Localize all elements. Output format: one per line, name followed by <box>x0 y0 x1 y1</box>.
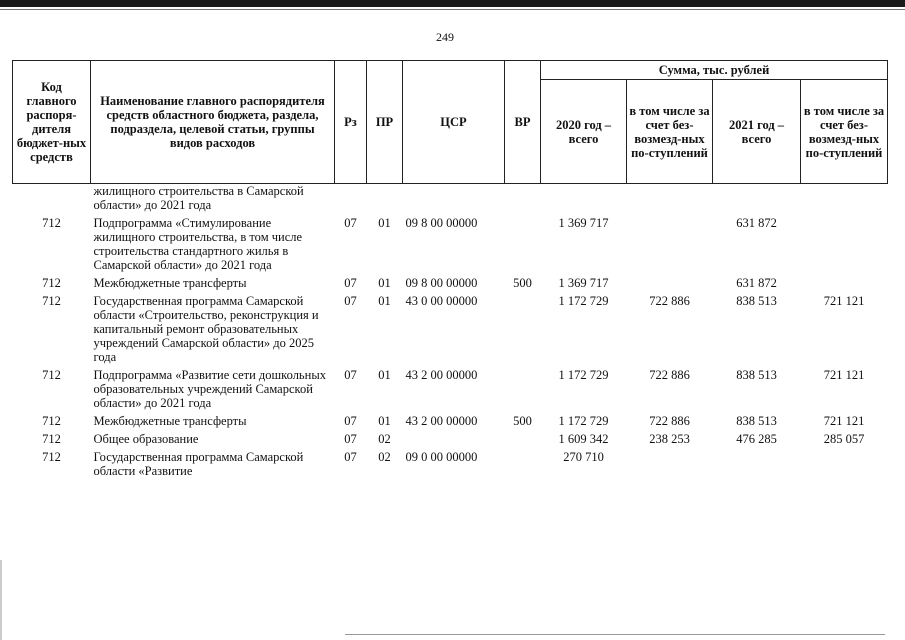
cell-2021-free <box>801 276 888 294</box>
cell-rz: 07 <box>344 294 357 308</box>
cell-2020-total: 1 172 729 <box>558 294 609 308</box>
cell-2021-total: 631 872 <box>736 276 777 290</box>
cell-csr: 43 2 00 00000 <box>405 414 478 428</box>
cell-2021-free: 721 121 <box>823 414 865 428</box>
cell-csr: 43 0 00 00000 <box>405 294 478 308</box>
cell-2020-free: 722 886 <box>649 414 690 428</box>
cell-vr: 500 <box>513 276 532 290</box>
cell-2021-total <box>713 450 801 482</box>
cell-csr: 43 2 00 00000 <box>405 368 478 382</box>
scan-top-border <box>0 0 905 7</box>
table-row <box>13 294 888 368</box>
cell-code: 712 <box>42 294 61 308</box>
header-csr: ЦСР <box>403 61 505 184</box>
cell-2021-free <box>801 216 888 276</box>
cell-rz: 07 <box>344 216 357 230</box>
cell-2021-total: 838 513 <box>736 294 777 308</box>
cell-name: Государственная программа Самарской области «Строительство, реконструкция и капитальный ремонт образовательных учреждений Самарской области» до 2025 года <box>93 294 319 364</box>
cell-code: 712 <box>42 414 61 428</box>
cell-name: Государственная программа Самарской области «Развитие <box>93 450 304 478</box>
table-row <box>13 432 888 450</box>
cell-name: Подпрограмма «Развитие сети дошкольных образовательных учреждений Самарской области» до 2021 года <box>93 368 326 410</box>
cell-2021-free: 721 121 <box>823 368 865 382</box>
header-vr: ВР <box>505 61 541 184</box>
header-2021-free: в том числе за счет без-возмезд-ных по-ступлений <box>801 80 888 184</box>
cell-pr: 01 <box>378 294 391 308</box>
cell-vr <box>505 184 541 217</box>
cell-code: 712 <box>42 450 61 464</box>
page-number: 249 <box>436 30 454 44</box>
cell-csr <box>403 184 505 217</box>
cell-csr: 09 8 00 00000 <box>405 276 478 290</box>
cell-code: 712 <box>42 216 61 230</box>
table-row <box>13 184 888 217</box>
cell-code: 712 <box>42 368 61 382</box>
table-row <box>13 450 888 482</box>
budget-table <box>12 60 888 482</box>
cell-2021-free <box>801 450 888 482</box>
cell-vr <box>505 216 541 276</box>
cell-name: Общее образование <box>93 432 199 446</box>
cell-pr: 01 <box>378 216 391 230</box>
cell-2020-total: 1 172 729 <box>558 414 609 428</box>
cell-2020-free <box>627 216 713 276</box>
table-row <box>13 368 888 414</box>
cell-2020-total: 1 609 342 <box>558 432 609 446</box>
cell-name: жилищного строительства в Самарской области» до 2021 года <box>93 184 304 212</box>
cell-2020-free <box>627 276 713 294</box>
cell-pr: 02 <box>378 432 391 446</box>
cell-2021-total <box>713 184 801 217</box>
cell-2020-free: 722 886 <box>649 368 690 382</box>
cell-rz: 07 <box>344 432 357 446</box>
cell-code <box>13 184 91 217</box>
header-2020-free: в том числе за счет без-возмезд-ных по-ступлений <box>627 80 713 184</box>
cell-rz <box>335 184 367 217</box>
cell-2021-free: 285 057 <box>823 432 865 446</box>
cell-2021-total: 631 872 <box>736 216 777 230</box>
cell-2021-free <box>801 184 888 217</box>
cell-2020-total <box>541 184 627 217</box>
header-pr: ПР <box>367 61 403 184</box>
scan-bottom-line <box>345 634 885 635</box>
header-name: Наименование главного распорядителя средств областного бюджета, раздела, подраздела, целевой статьи, группы видов расходов <box>91 61 335 184</box>
cell-pr: 01 <box>378 276 391 290</box>
cell-code: 712 <box>42 432 61 446</box>
cell-vr <box>505 294 541 368</box>
cell-2020-total: 1 172 729 <box>558 368 609 382</box>
cell-rz: 07 <box>344 450 357 464</box>
header-code: Код главного распоря-дителя бюджет-ных средств <box>13 61 91 184</box>
table-row <box>13 216 888 276</box>
cell-vr <box>505 368 541 414</box>
table-body <box>13 184 888 483</box>
cell-rz: 07 <box>344 414 357 428</box>
cell-name: Подпрограмма «Стимулирование жилищного строительства, в том числе строительства стандартного жилья в Самарской области» до 2021 года <box>93 216 303 272</box>
cell-csr: 09 0 00 00000 <box>405 450 478 464</box>
cell-2020-total: 1 369 717 <box>558 276 609 290</box>
table-row <box>13 276 888 294</box>
scan-top-line <box>0 9 905 10</box>
cell-2020-total: 1 369 717 <box>558 216 609 230</box>
cell-vr <box>505 432 541 450</box>
cell-csr: 09 8 00 00000 <box>405 216 478 230</box>
cell-2021-total: 838 513 <box>736 414 777 428</box>
cell-2020-total: 270 710 <box>563 450 604 464</box>
cell-rz: 07 <box>344 368 357 382</box>
header-sum: Сумма, тыс. рублей <box>541 61 888 80</box>
cell-2021-total: 476 285 <box>736 432 777 446</box>
cell-name: Межбюджетные трансферты <box>93 276 247 290</box>
cell-2020-free: 722 886 <box>649 294 690 308</box>
table-row <box>13 414 888 432</box>
cell-2021-free: 721 121 <box>823 294 865 308</box>
cell-name: Межбюджетные трансферты <box>93 414 247 428</box>
cell-pr: 01 <box>378 368 391 382</box>
cell-code: 712 <box>42 276 61 290</box>
cell-csr <box>403 432 505 450</box>
cell-vr: 500 <box>513 414 532 428</box>
cell-2020-free: 238 253 <box>649 432 690 446</box>
cell-2021-total: 838 513 <box>736 368 777 382</box>
scan-left-edge <box>0 560 2 640</box>
cell-2020-free <box>627 450 713 482</box>
cell-vr <box>505 450 541 482</box>
cell-pr: 01 <box>378 414 391 428</box>
header-rz: Рз <box>335 61 367 184</box>
cell-rz: 07 <box>344 276 357 290</box>
header-2021-total: 2021 год – всего <box>713 80 801 184</box>
cell-pr: 02 <box>378 450 391 464</box>
cell-2020-free <box>627 184 713 217</box>
header-2020-total: 2020 год – всего <box>541 80 627 184</box>
cell-pr <box>367 184 403 217</box>
